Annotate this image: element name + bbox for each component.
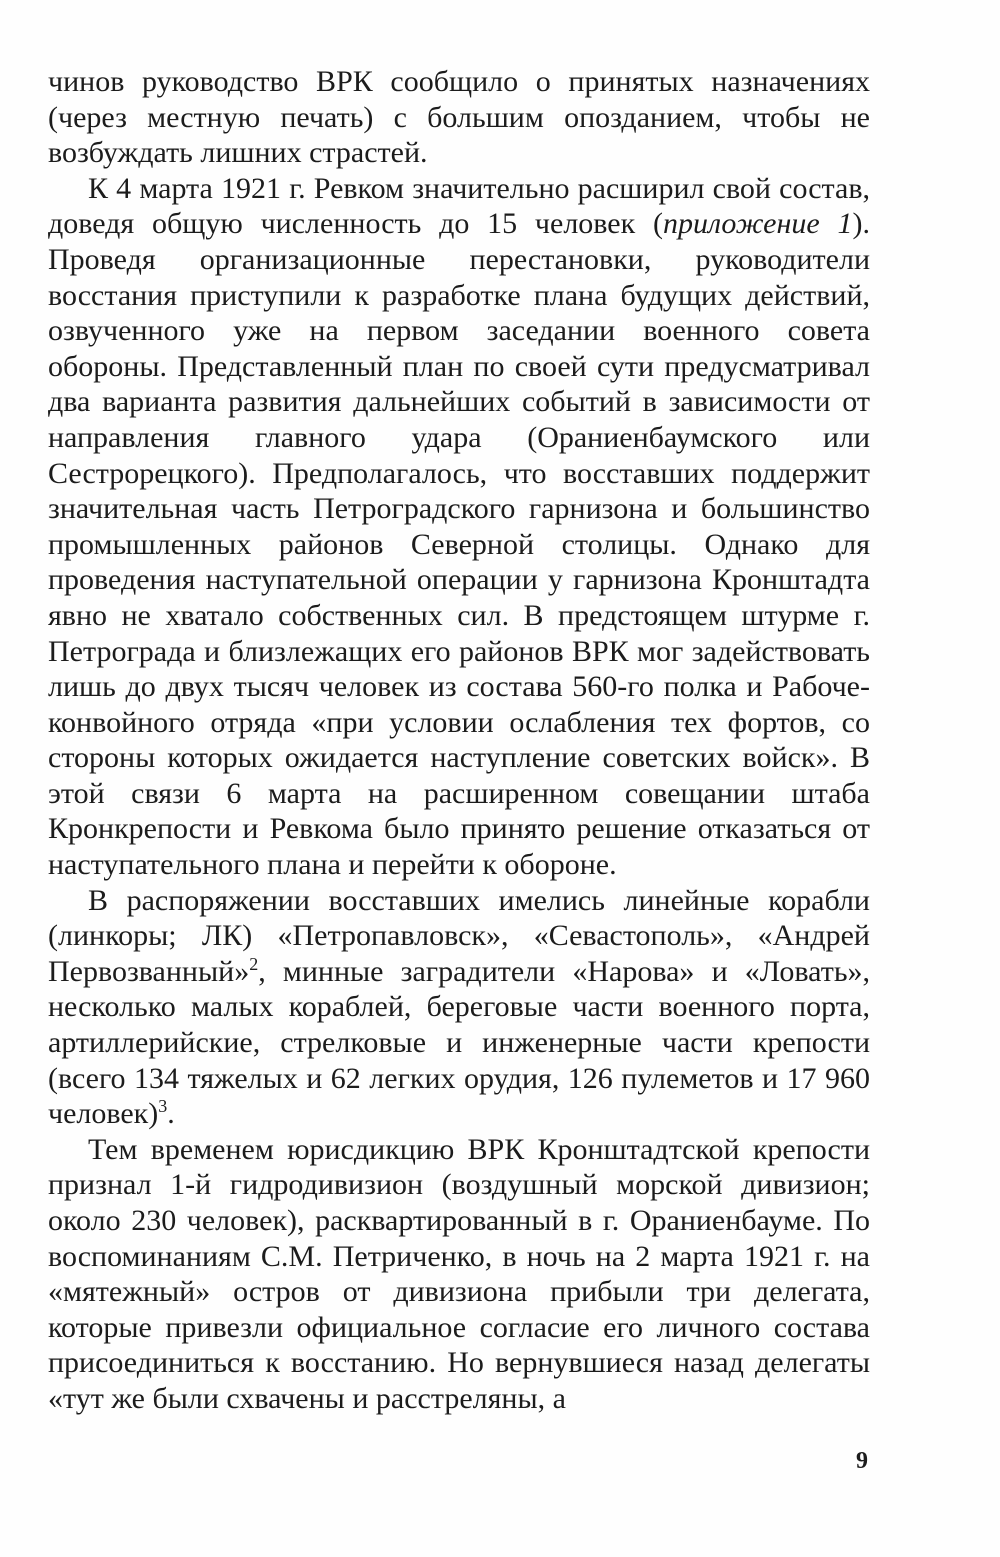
- paragraph-2-text-start: К 4 марта 1921 г. Ревком значительно расширил свой состав, доведя общую численность до 15 человек (: [48, 171, 870, 241]
- paragraph-3-text-start: В распоряжении восставших имелись линейные корабли (линкоры; ЛК) «Петропавловск», «Севастополь», «Андрей Первозванный»: [48, 883, 870, 988]
- body-text: [48, 64, 870, 1417]
- paragraph-3-text-middle: , минные заградители «Нарова» и «Ловать», несколько малых кораблей, береговые части военного порта, артиллерийские, стрелковые и инженерные части крепости (всего 134 тяжелых и 62 легких орудия, 126 пулеметов и 17 960 человек): [48, 954, 870, 1131]
- paragraph-4: [48, 1132, 870, 1417]
- appendix-reference: приложение 1: [662, 207, 853, 241]
- paragraph-3-text-end: .: [167, 1097, 175, 1131]
- paragraph-2: [48, 171, 870, 883]
- footnote-marker-3: 3: [158, 1096, 168, 1117]
- paragraph-4-text: Тем временем юрисдикцию ВРК Кронштадтской крепости признал 1-й гидродивизион (воздушный морской дивизион; около 230 человек), расквартированный в г. Ораниенбауме. По воспоминаниям С.М. Петриченко, в ночь на 2 марта 1921 г. на «мятежный» остров от дивизиона прибыли три делегата, которые привезли официальное согласие его личного состава присоединиться к восстанию. Но вернувшиеся назад делегаты «тут же были схвачены и расстреляны, а: [48, 1132, 870, 1415]
- footnote-marker-2: 2: [249, 953, 259, 974]
- paragraph-1-text: чинов руководство ВРК сообщило о принятых назначениях (через местную печать) с большим опозданием, чтобы не возбуждать лишних страстей.: [48, 65, 870, 170]
- paragraph-3: [48, 883, 870, 1132]
- paragraph-1: [48, 64, 870, 171]
- page-number: 9: [856, 1448, 868, 1474]
- paragraph-2-text-end: ). Проведя организационные перестановки, руководители восстания приступили к разработке плана будущих действий, озвученного уже на первом заседании военного совета обороны. Представленный план по своей сути предусматривал два варианта развития дальнейших событий в зависимости от направления главного удара (Ораниенбаумского или Сестрорецкого). Предполагалось, что восставших поддержит значительная часть Петроградского гарнизона и большинство промышленных районов Северной столицы. Однако для проведения наступательной операции у гарнизона Кронштадта явно не хватало собственных сил. В предстоящем штурме г. Петрограда и близлежащих его районов ВРК мог задействовать лишь до двух тысяч человек из состава 560-го полка и Рабоче-конвойного отряда «при условии ослабления тех фортов, со стороны которых ожидается наступление советских войск». В этой связи 6 марта на расширенном совещании штаба Кронкрепости и Ревкома было принято решение отказаться от наступательного плана и перейти к обороне.: [48, 207, 870, 882]
